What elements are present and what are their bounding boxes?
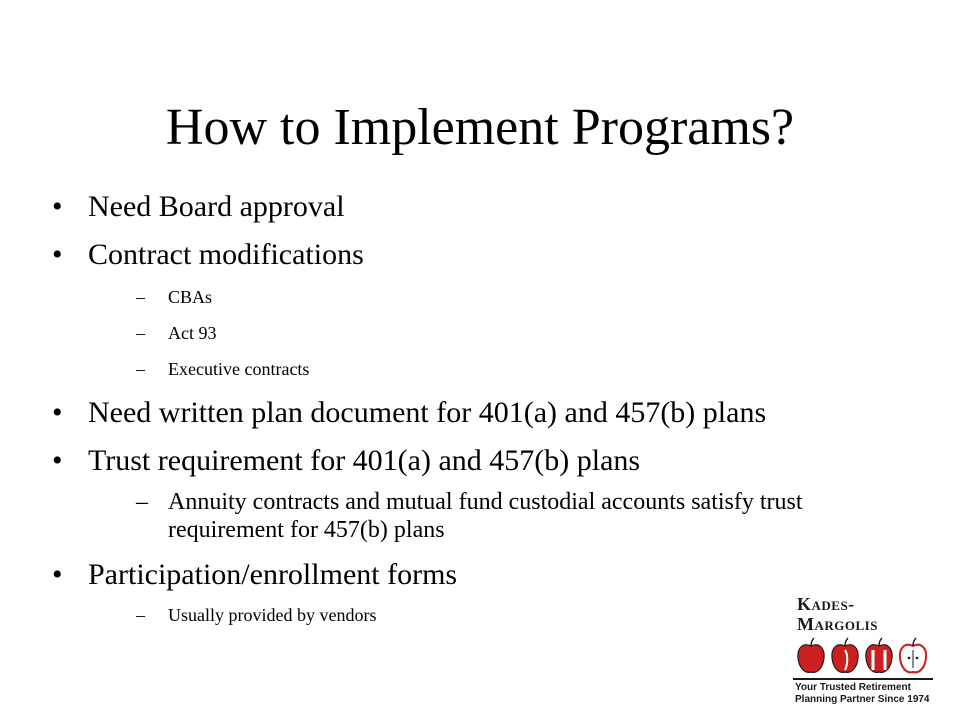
- apple-icon: [832, 638, 858, 672]
- bullet-text: Participation/enrollment forms: [88, 558, 458, 591]
- apple-icon: [900, 638, 926, 672]
- sub-bullet-item: – Annuity contracts and mutual fund custodial accounts satisfy trust requirement for 457(b) plans: [88, 488, 878, 544]
- bullet-item: [48, 558, 878, 626]
- sub-bullet-list: [88, 286, 878, 380]
- bullet-item: [48, 238, 878, 380]
- apples-icon: [793, 636, 933, 676]
- apple-icon: [866, 638, 892, 672]
- logo-tagline: Your Trusted Retirement: [795, 682, 911, 693]
- apple-icon: [798, 638, 824, 672]
- bullet-text: Trust requirement for 401(a) and 457(b) plans: [88, 444, 641, 477]
- logo-tagline: Planning Partner Since 1974: [795, 694, 930, 705]
- bullet-item: [48, 190, 878, 224]
- company-logo: [793, 594, 933, 705]
- bullet-item: [48, 444, 878, 544]
- sub-bullet-list: [88, 488, 878, 544]
- bullet-text: Need Board approval: [88, 190, 345, 223]
- sub-bullet-item: – Executive contracts: [88, 358, 878, 380]
- bullet-text: Need written plan document for 401(a) and 457(b) plans: [88, 396, 767, 429]
- logo-name: Kades-Margolis: [797, 594, 878, 634]
- sub-bullet-item: – Usually provided by vendors: [88, 604, 878, 626]
- slide-title: How to Implement Programs?: [165, 99, 795, 156]
- logo-divider: [793, 678, 933, 680]
- sub-bullet-item: – Act 93: [88, 322, 878, 344]
- sub-bullet-list: [88, 604, 878, 626]
- bullet-item: [48, 396, 878, 430]
- bullet-list: [48, 190, 878, 626]
- bullet-text: Contract modifications: [88, 238, 364, 271]
- sub-bullet-item: – CBAs: [88, 286, 878, 308]
